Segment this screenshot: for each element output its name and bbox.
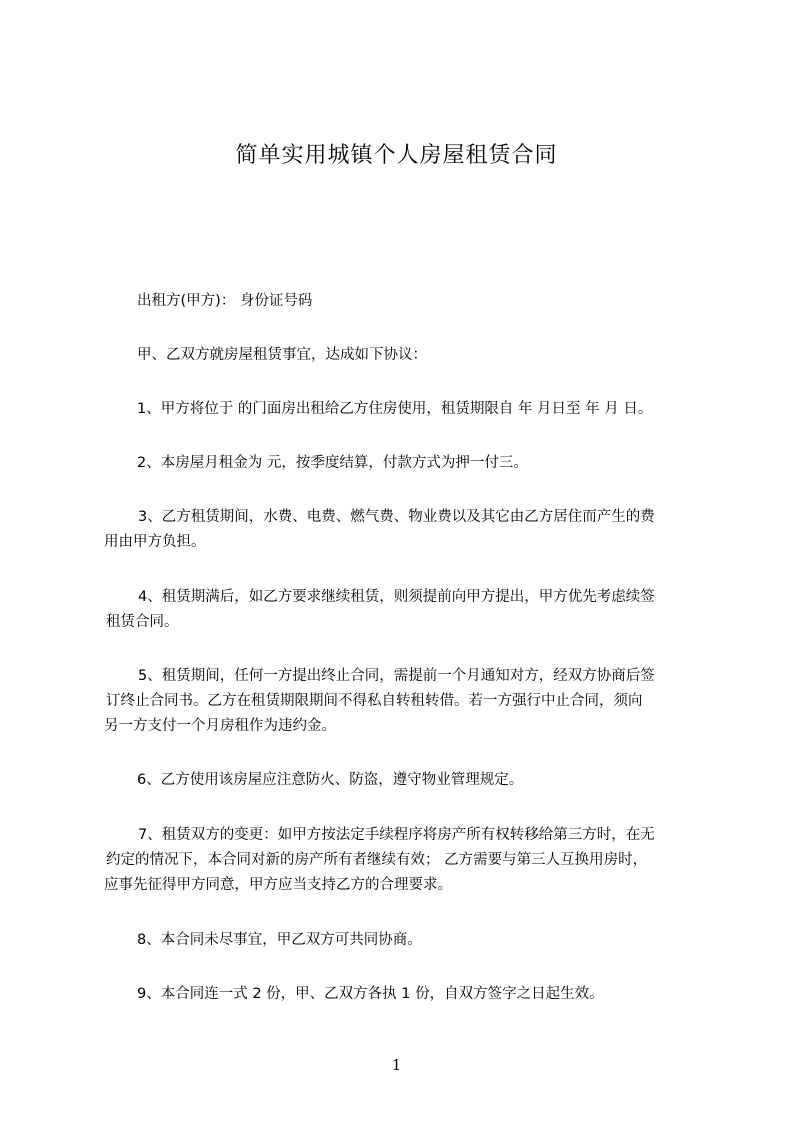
clause-5-line-1: 5、租赁期间，任何一方提出终止合同，需提前一个月通知对方，经双方协商后签 [138, 668, 655, 684]
clause-3 [104, 505, 655, 555]
clause-2-line-1: 2、本房屋月租金为 元，按季度结算，付款方式为押一付三。 [137, 455, 528, 471]
clause-3-line-2: 用由甲方负担。 [104, 534, 206, 550]
clause-4 [104, 585, 655, 635]
clause-4-line-2: 租赁合同。 [106, 614, 179, 630]
clause-7-line-2: 约定的情况下，本合同对新的房产所有者继续有效； 乙方需要与第三人互换用房时， [106, 852, 648, 868]
clause-7-line-1: 7、租赁双方的变更：如甲方按法定手续程序将房产所有权转移给第三方时，在无 [138, 827, 655, 843]
clause-8 [137, 928, 422, 953]
clause-3-line-1: 3、乙方租赁期间，水费、电费、燃气费、物业费以及其它由乙方居住而产生的费 [138, 509, 655, 525]
clause-5-line-2: 订终止合同书。乙方在租赁期限期间不得私自转租转借。若一方强行中止合同，须向 [106, 693, 643, 709]
document-title: 简单实用城镇个人房屋租赁合同 [235, 143, 558, 168]
clause-9 [137, 982, 604, 1007]
clause-5 [104, 664, 655, 739]
clause-7-line-3: 应事先征得甲方同意，甲方应当支持乙方的合理要求。 [104, 877, 452, 893]
page-number: 1 [391, 1056, 402, 1074]
clause-1-line-1: 1、甲方将位于 的门面房出租给乙方住房使用，租赁期限自 年 月日至 年 月 日。 [137, 401, 653, 417]
parties-line: 出租方(甲方)： 身份证号码 [137, 293, 313, 309]
clause-6-line-1: 6、乙方使用该房屋应注意防火、防盗，遵守物业管理规定。 [137, 772, 524, 788]
intro-line: 甲、乙双方就房屋租赁事宜，达成如下协议： [137, 347, 427, 363]
clause-6 [137, 768, 523, 793]
clause-5-line-3: 另一方支付一个月房租作为违约金。 [104, 718, 336, 734]
clause-1 [137, 397, 652, 422]
clause-9-line-1: 9、本合同连一式 2 份，甲、乙双方各执 1 份，自双方签字之日起生效。 [137, 986, 604, 1002]
clause-7 [104, 823, 655, 898]
clause-8-line-1: 8、本合同未尽事宜，甲乙双方可共同协商。 [137, 932, 422, 948]
clause-4-line-1: 4、租赁期满后，如乙方要求继续租赁，则须提前向甲方提出，甲方优先考虑续签 [138, 589, 655, 605]
clause-2 [137, 451, 528, 476]
